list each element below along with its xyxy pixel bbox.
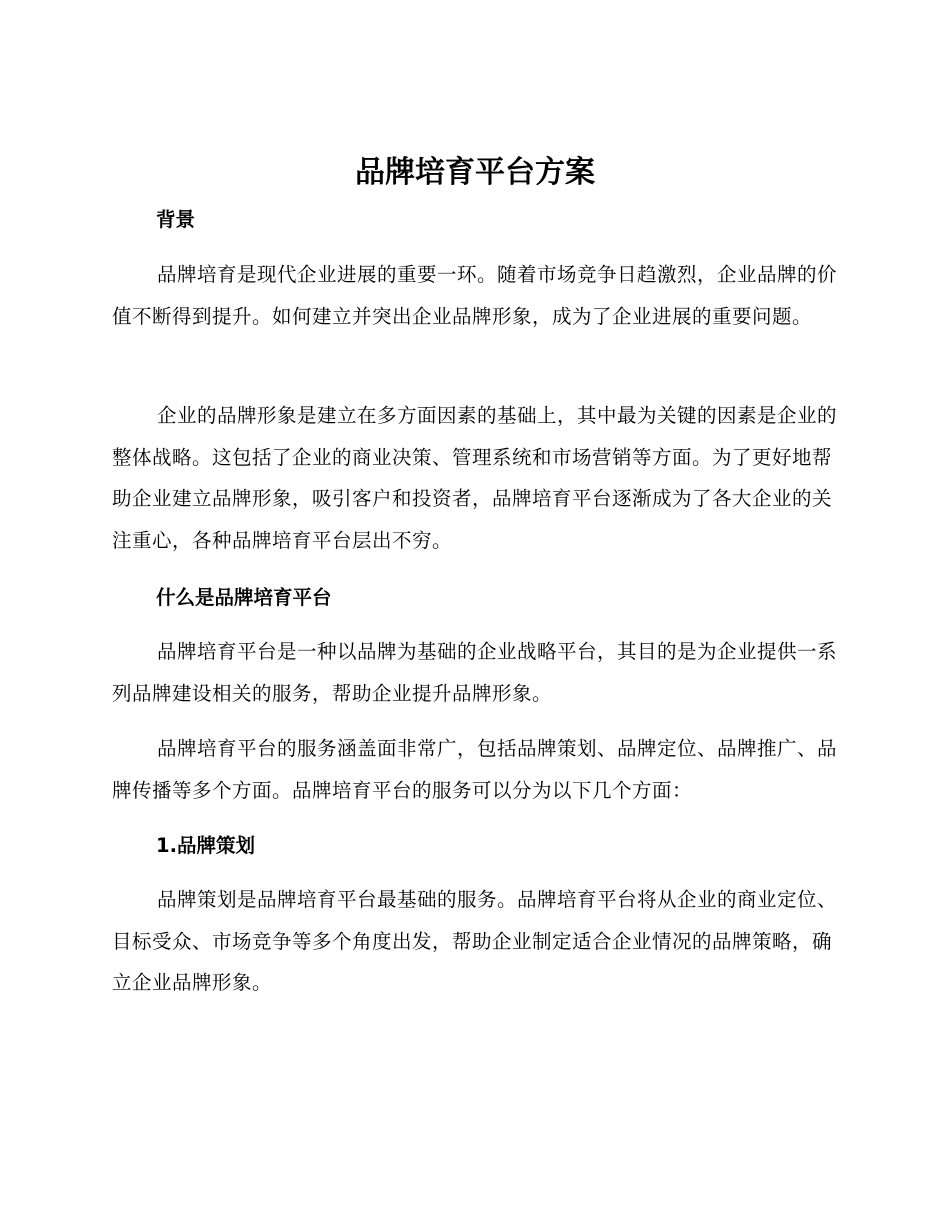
paragraph-what-is-platform-1: 品牌培育平台是一种以品牌为基础的企业战略平台，其目的是为企业提供一系列品牌建设相关的服务，帮助企业提升品牌形象。 <box>112 640 838 705</box>
section-heading-brand-planning: 1.品牌策划 <box>156 834 255 857</box>
document-title: 品牌培育平台方案 <box>355 155 595 190</box>
paragraph-background-1: 品牌培育是现代企业进展的重要一环。随着市场竞争日趋激烈，企业品牌的价值不断得到提升。如何建立并突出企业品牌形象，成为了企业进展的重要问题。 <box>112 263 838 328</box>
section-heading-background: 背景 <box>156 208 196 231</box>
paragraph-what-is-platform-2: 品牌培育平台的服务涵盖面非常广，包括品牌策划、品牌定位、品牌推广、品牌传播等多个方面。品牌培育平台的服务可以分为以下几个方面： <box>112 737 838 802</box>
paragraph-brand-planning-1: 品牌策划是品牌培育平台最基础的服务。品牌培育平台将从企业的商业定位、目标受众、市场竞争等多个角度出发，帮助企业制定适合企业情况的品牌策略，确立企业品牌形象。 <box>112 888 838 994</box>
section-heading-what-is-platform: 什么是品牌培育平台 <box>156 586 332 609</box>
paragraph-background-2: 企业的品牌形象是建立在多方面因素的基础上，其中最为关键的因素是企业的整体战略。这包括了企业的商业决策、管理系统和市场营销等方面。为了更好地帮助企业建立品牌形象，吸引客户和投资者，品牌培育平台逐渐成为了各大企业的关注重心，各种品牌培育平台层出不穷。 <box>112 404 838 552</box>
